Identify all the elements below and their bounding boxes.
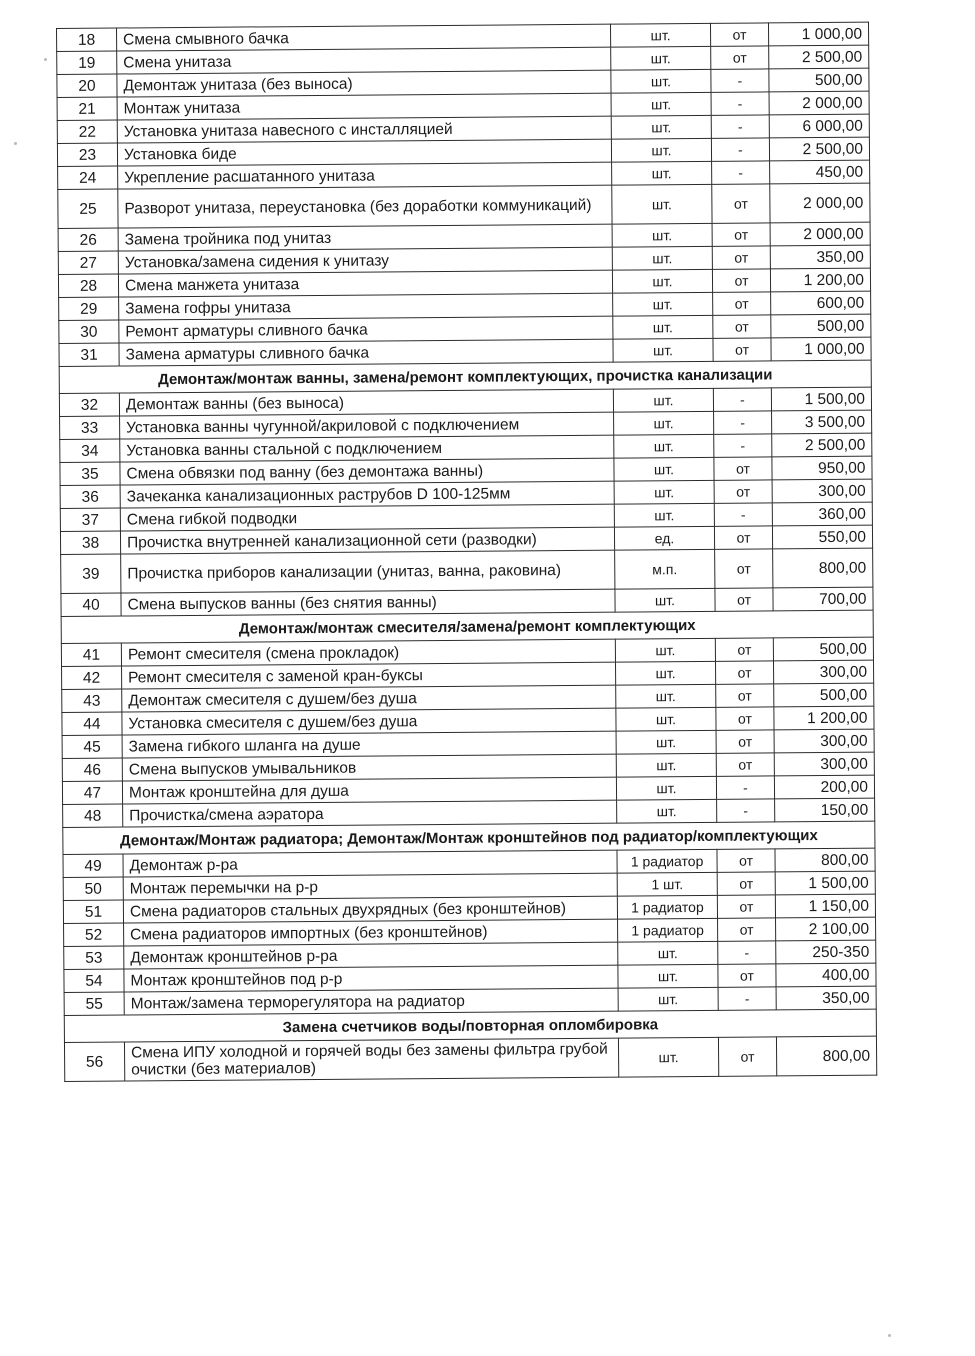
service-name: Демонтаж ванны (без выноса): [119, 389, 613, 416]
price-value: 450,00: [770, 160, 870, 184]
service-name: Демонтаж смесителя с душем/без душа: [122, 685, 616, 712]
service-name: Установка/замена сидения к унитазу: [118, 247, 612, 274]
unit-of-measure: шт.: [614, 457, 714, 481]
price-prefix: от: [717, 849, 775, 872]
service-name: Смена ИПУ холодной и горячей воды без замены фильтра грубой очистки (без материалов): [124, 1038, 618, 1081]
row-number: 36: [60, 485, 120, 508]
price-value: 200,00: [774, 775, 874, 799]
service-name: Ремонт смесителя (смена прокладок): [121, 639, 615, 666]
service-name: Разворот унитаза, переустановка (без доработки коммуникаций): [118, 185, 612, 228]
service-name: Демонтаж р-ра: [123, 850, 617, 877]
row-number: 38: [60, 531, 120, 554]
price-prefix: -: [718, 941, 776, 964]
service-name: Монтаж/замена терморегулятора на радиатор: [124, 988, 618, 1015]
price-prefix: от: [715, 661, 773, 684]
unit-of-measure: шт.: [613, 292, 713, 316]
unit-of-measure: шт.: [611, 46, 711, 70]
price-prefix: от: [717, 872, 775, 895]
price-value: 2 000,00: [769, 91, 869, 115]
service-name: Смена радиаторов импортных (без кронштейнов): [124, 919, 618, 946]
price-value: 2 500,00: [769, 137, 869, 161]
price-value: 2 500,00: [772, 433, 872, 457]
row-number: 53: [64, 946, 124, 969]
price-value: 2 000,00: [770, 222, 870, 246]
unit-of-measure: шт.: [612, 161, 712, 185]
price-prefix: от: [717, 895, 775, 918]
unit-of-measure: шт.: [618, 987, 718, 1011]
unit-of-measure: 1 радиатор: [618, 918, 718, 942]
section-title: Демонтаж/Монтаж радиатора; Демонтаж/Монтаж кронштейнов под радиатор/комплектующих: [63, 821, 875, 854]
service-name: Установка ванны стальной с подключением: [120, 435, 614, 462]
scan-speck: [14, 142, 17, 145]
unit-of-measure: шт.: [616, 684, 716, 708]
service-name: Демонтаж кронштейнов р-ра: [124, 942, 618, 969]
price-prefix: -: [718, 987, 776, 1010]
price-prefix: от: [713, 338, 771, 361]
price-prefix: от: [712, 184, 770, 223]
unit-of-measure: шт.: [618, 964, 718, 988]
row-number: 49: [63, 854, 123, 877]
service-name: Монтаж унитаза: [117, 93, 611, 120]
service-name: Установка унитаза навесного с инсталляцией: [117, 116, 611, 143]
price-table: [56, 22, 877, 1082]
price-prefix: от: [710, 23, 768, 46]
service-name: Ремонт арматуры сливного бачка: [119, 316, 613, 343]
unit-of-measure: шт.: [612, 223, 712, 247]
price-prefix: -: [711, 69, 769, 92]
price-prefix: от: [716, 753, 774, 776]
price-value: 250-350: [776, 940, 876, 964]
unit-of-measure: шт.: [613, 388, 713, 412]
row-number: 28: [58, 274, 118, 297]
price-value: 350,00: [776, 986, 876, 1010]
row-number: 24: [58, 166, 118, 189]
unit-of-measure: шт.: [618, 941, 718, 965]
price-prefix: от: [711, 46, 769, 69]
service-name: Установка биде: [117, 139, 611, 166]
price-value: 1 150,00: [775, 894, 875, 918]
price-value: 1 000,00: [768, 22, 868, 46]
row-number: 56: [64, 1042, 124, 1081]
price-prefix: от: [718, 964, 776, 987]
price-value: 300,00: [773, 660, 873, 684]
service-name: Прочистка приборов канализации (унитаз, ванна, раковина): [121, 550, 615, 593]
row-number: 29: [59, 297, 119, 320]
price-value: 600,00: [771, 291, 871, 315]
price-value: 950,00: [772, 456, 872, 480]
price-value: 400,00: [776, 963, 876, 987]
row-number: 30: [59, 320, 119, 343]
service-name: Установка смесителя с душем/без душа: [122, 708, 616, 735]
price-prefix: от: [714, 480, 772, 503]
price-value: 300,00: [774, 729, 874, 753]
price-prefix: от: [714, 526, 772, 549]
unit-of-measure: шт.: [617, 799, 717, 823]
unit-of-measure: шт.: [618, 1037, 718, 1077]
price-prefix: от: [716, 730, 774, 753]
unit-of-measure: шт.: [614, 503, 714, 527]
price-value: 500,00: [773, 637, 873, 661]
unit-of-measure: шт.: [611, 115, 711, 139]
price-value: 700,00: [773, 587, 873, 611]
price-value: 1 200,00: [770, 268, 870, 292]
unit-of-measure: шт.: [614, 434, 714, 458]
row-number: 40: [61, 593, 121, 616]
unit-of-measure: 1 радиатор: [617, 895, 717, 919]
row-number: 31: [59, 343, 119, 366]
unit-of-measure: шт.: [615, 588, 715, 612]
price-value: 2 500,00: [769, 45, 869, 69]
unit-of-measure: шт.: [614, 411, 714, 435]
row-number: 46: [62, 758, 122, 781]
section-title: Демонтаж/монтаж смесителя/замена/ремонт комплектующих: [61, 610, 873, 643]
row-number: 34: [60, 439, 120, 462]
row-number: 22: [57, 120, 117, 143]
row-number: 51: [63, 900, 123, 923]
price-value: 2 100,00: [776, 917, 876, 941]
price-prefix: -: [711, 92, 769, 115]
price-table-body: [57, 22, 877, 1081]
service-name: Замена арматуры сливного бачка: [119, 339, 613, 366]
price-value: 800,00: [775, 848, 875, 872]
row-number: 25: [58, 189, 118, 228]
row-number: 41: [61, 643, 121, 666]
price-value: 500,00: [771, 314, 871, 338]
unit-of-measure: шт.: [616, 776, 716, 800]
price-prefix: -: [714, 434, 772, 457]
row-number: 54: [64, 969, 124, 992]
service-name: Ремонт смесителя с заменой кран-буксы: [122, 662, 616, 689]
price-value: 300,00: [774, 752, 874, 776]
service-name: Смена радиаторов стальных двухрядных (без кронштейнов): [123, 896, 617, 923]
price-prefix: -: [717, 799, 775, 822]
price-prefix: от: [716, 707, 774, 730]
row-number: 48: [63, 804, 123, 827]
unit-of-measure: шт.: [616, 753, 716, 777]
price-prefix: -: [714, 411, 772, 434]
unit-of-measure: м.п.: [615, 549, 715, 589]
table-row: [61, 548, 873, 593]
price-prefix: от: [713, 315, 771, 338]
price-prefix: от: [713, 292, 771, 315]
unit-of-measure: шт.: [612, 269, 712, 293]
unit-of-measure: 1 шт.: [617, 872, 717, 896]
price-prefix: от: [712, 246, 770, 269]
price-value: 800,00: [773, 548, 873, 588]
price-value: 6 000,00: [769, 114, 869, 138]
unit-of-measure: шт.: [616, 730, 716, 754]
row-number: 18: [57, 28, 117, 51]
price-value: 350,00: [770, 245, 870, 269]
service-name: Смена гибкой подводки: [120, 504, 614, 531]
price-prefix: -: [711, 115, 769, 138]
row-number: 55: [64, 992, 124, 1015]
price-value: 1 500,00: [775, 871, 875, 895]
service-name: Монтаж перемычки на р-р: [123, 873, 617, 900]
service-name: Демонтаж унитаза (без выноса): [117, 70, 611, 97]
table-row: [58, 183, 870, 228]
row-number: 47: [62, 781, 122, 804]
service-name: Смена обвязки под ванну (без демонтажа ванны): [120, 458, 614, 485]
row-number: 19: [57, 51, 117, 74]
unit-of-measure: шт.: [612, 184, 712, 224]
service-name: Зачеканка канализационных раструбов D 100-125мм: [120, 481, 614, 508]
price-value: 150,00: [775, 798, 875, 822]
price-prefix: -: [716, 776, 774, 799]
unit-of-measure: шт.: [616, 707, 716, 731]
row-number: 42: [62, 666, 122, 689]
unit-of-measure: шт.: [614, 480, 714, 504]
service-name: Замена гофры унитаза: [119, 293, 613, 320]
unit-of-measure: шт.: [615, 661, 715, 685]
service-name: Смена выпусков ванны (без снятия ванны): [121, 589, 615, 616]
price-prefix: от: [712, 269, 770, 292]
price-value: 300,00: [772, 479, 872, 503]
price-prefix: от: [716, 684, 774, 707]
price-value: 800,00: [776, 1036, 876, 1076]
price-value: 1 500,00: [771, 387, 871, 411]
row-number: 20: [57, 74, 117, 97]
row-number: 35: [60, 462, 120, 485]
price-prefix: от: [712, 223, 770, 246]
scan-speck: [888, 1334, 891, 1337]
row-number: 21: [57, 97, 117, 120]
service-name: Замена гибкого шланга на душе: [122, 731, 616, 758]
price-list-sheet: [56, 22, 876, 1082]
price-prefix: от: [715, 549, 773, 588]
price-value: 360,00: [772, 502, 872, 526]
row-number: 23: [57, 143, 117, 166]
price-value: 1 000,00: [771, 337, 871, 361]
scan-speck: [44, 58, 47, 61]
row-number: 32: [59, 393, 119, 416]
row-number: 52: [64, 923, 124, 946]
price-prefix: от: [715, 588, 773, 611]
row-number: 39: [61, 554, 121, 593]
unit-of-measure: шт.: [612, 246, 712, 270]
service-name: Укрепление расшатанного унитаза: [118, 162, 612, 189]
price-prefix: -: [713, 388, 771, 411]
row-number: 43: [62, 689, 122, 712]
unit-of-measure: 1 радиатор: [617, 849, 717, 873]
unit-of-measure: шт.: [615, 638, 715, 662]
section-title: Замена счетчиков воды/повторная опломбировка: [64, 1009, 876, 1042]
row-number: 26: [58, 228, 118, 251]
unit-of-measure: шт.: [610, 23, 710, 47]
unit-of-measure: шт.: [611, 69, 711, 93]
price-prefix: от: [718, 1037, 776, 1076]
service-name: Смена смывного бачка: [117, 24, 611, 51]
service-name: Монтаж кронштейна для душа: [122, 777, 616, 804]
service-name: Замена тройника под унитаз: [118, 224, 612, 251]
price-value: 1 200,00: [774, 706, 874, 730]
row-number: 50: [63, 877, 123, 900]
service-name: Смена выпусков умывальников: [122, 754, 616, 781]
price-value: 500,00: [769, 68, 869, 92]
price-prefix: -: [711, 138, 769, 161]
row-number: 45: [62, 735, 122, 758]
price-value: 3 500,00: [772, 410, 872, 434]
price-value: 550,00: [772, 525, 872, 549]
price-prefix: от: [718, 918, 776, 941]
price-prefix: от: [714, 457, 772, 480]
unit-of-measure: шт.: [613, 315, 713, 339]
service-name: Смена унитаза: [117, 47, 611, 74]
row-number: 27: [58, 251, 118, 274]
price-prefix: -: [714, 503, 772, 526]
section-title: Демонтаж/монтаж ванны, замена/ремонт комплектующих, прочистка канализации: [59, 360, 871, 393]
service-name: Смена манжета унитаза: [118, 270, 612, 297]
unit-of-measure: шт.: [613, 338, 713, 362]
unit-of-measure: шт.: [611, 92, 711, 116]
table-row: [64, 1036, 876, 1081]
row-number: 33: [60, 416, 120, 439]
unit-of-measure: шт.: [611, 138, 711, 162]
service-name: Монтаж кронштейнов под р-р: [124, 965, 618, 992]
service-name: Прочистка/смена аэратора: [123, 800, 617, 827]
row-number: 37: [60, 508, 120, 531]
unit-of-measure: ед.: [614, 526, 714, 550]
service-name: Установка ванны чугунной/акриловой с подключением: [120, 412, 614, 439]
price-value: 500,00: [774, 683, 874, 707]
price-value: 2 000,00: [770, 183, 870, 223]
service-name: Прочистка внутренней канализационной сети (разводки): [120, 527, 614, 554]
price-prefix: от: [715, 638, 773, 661]
price-prefix: -: [712, 161, 770, 184]
row-number: 44: [62, 712, 122, 735]
